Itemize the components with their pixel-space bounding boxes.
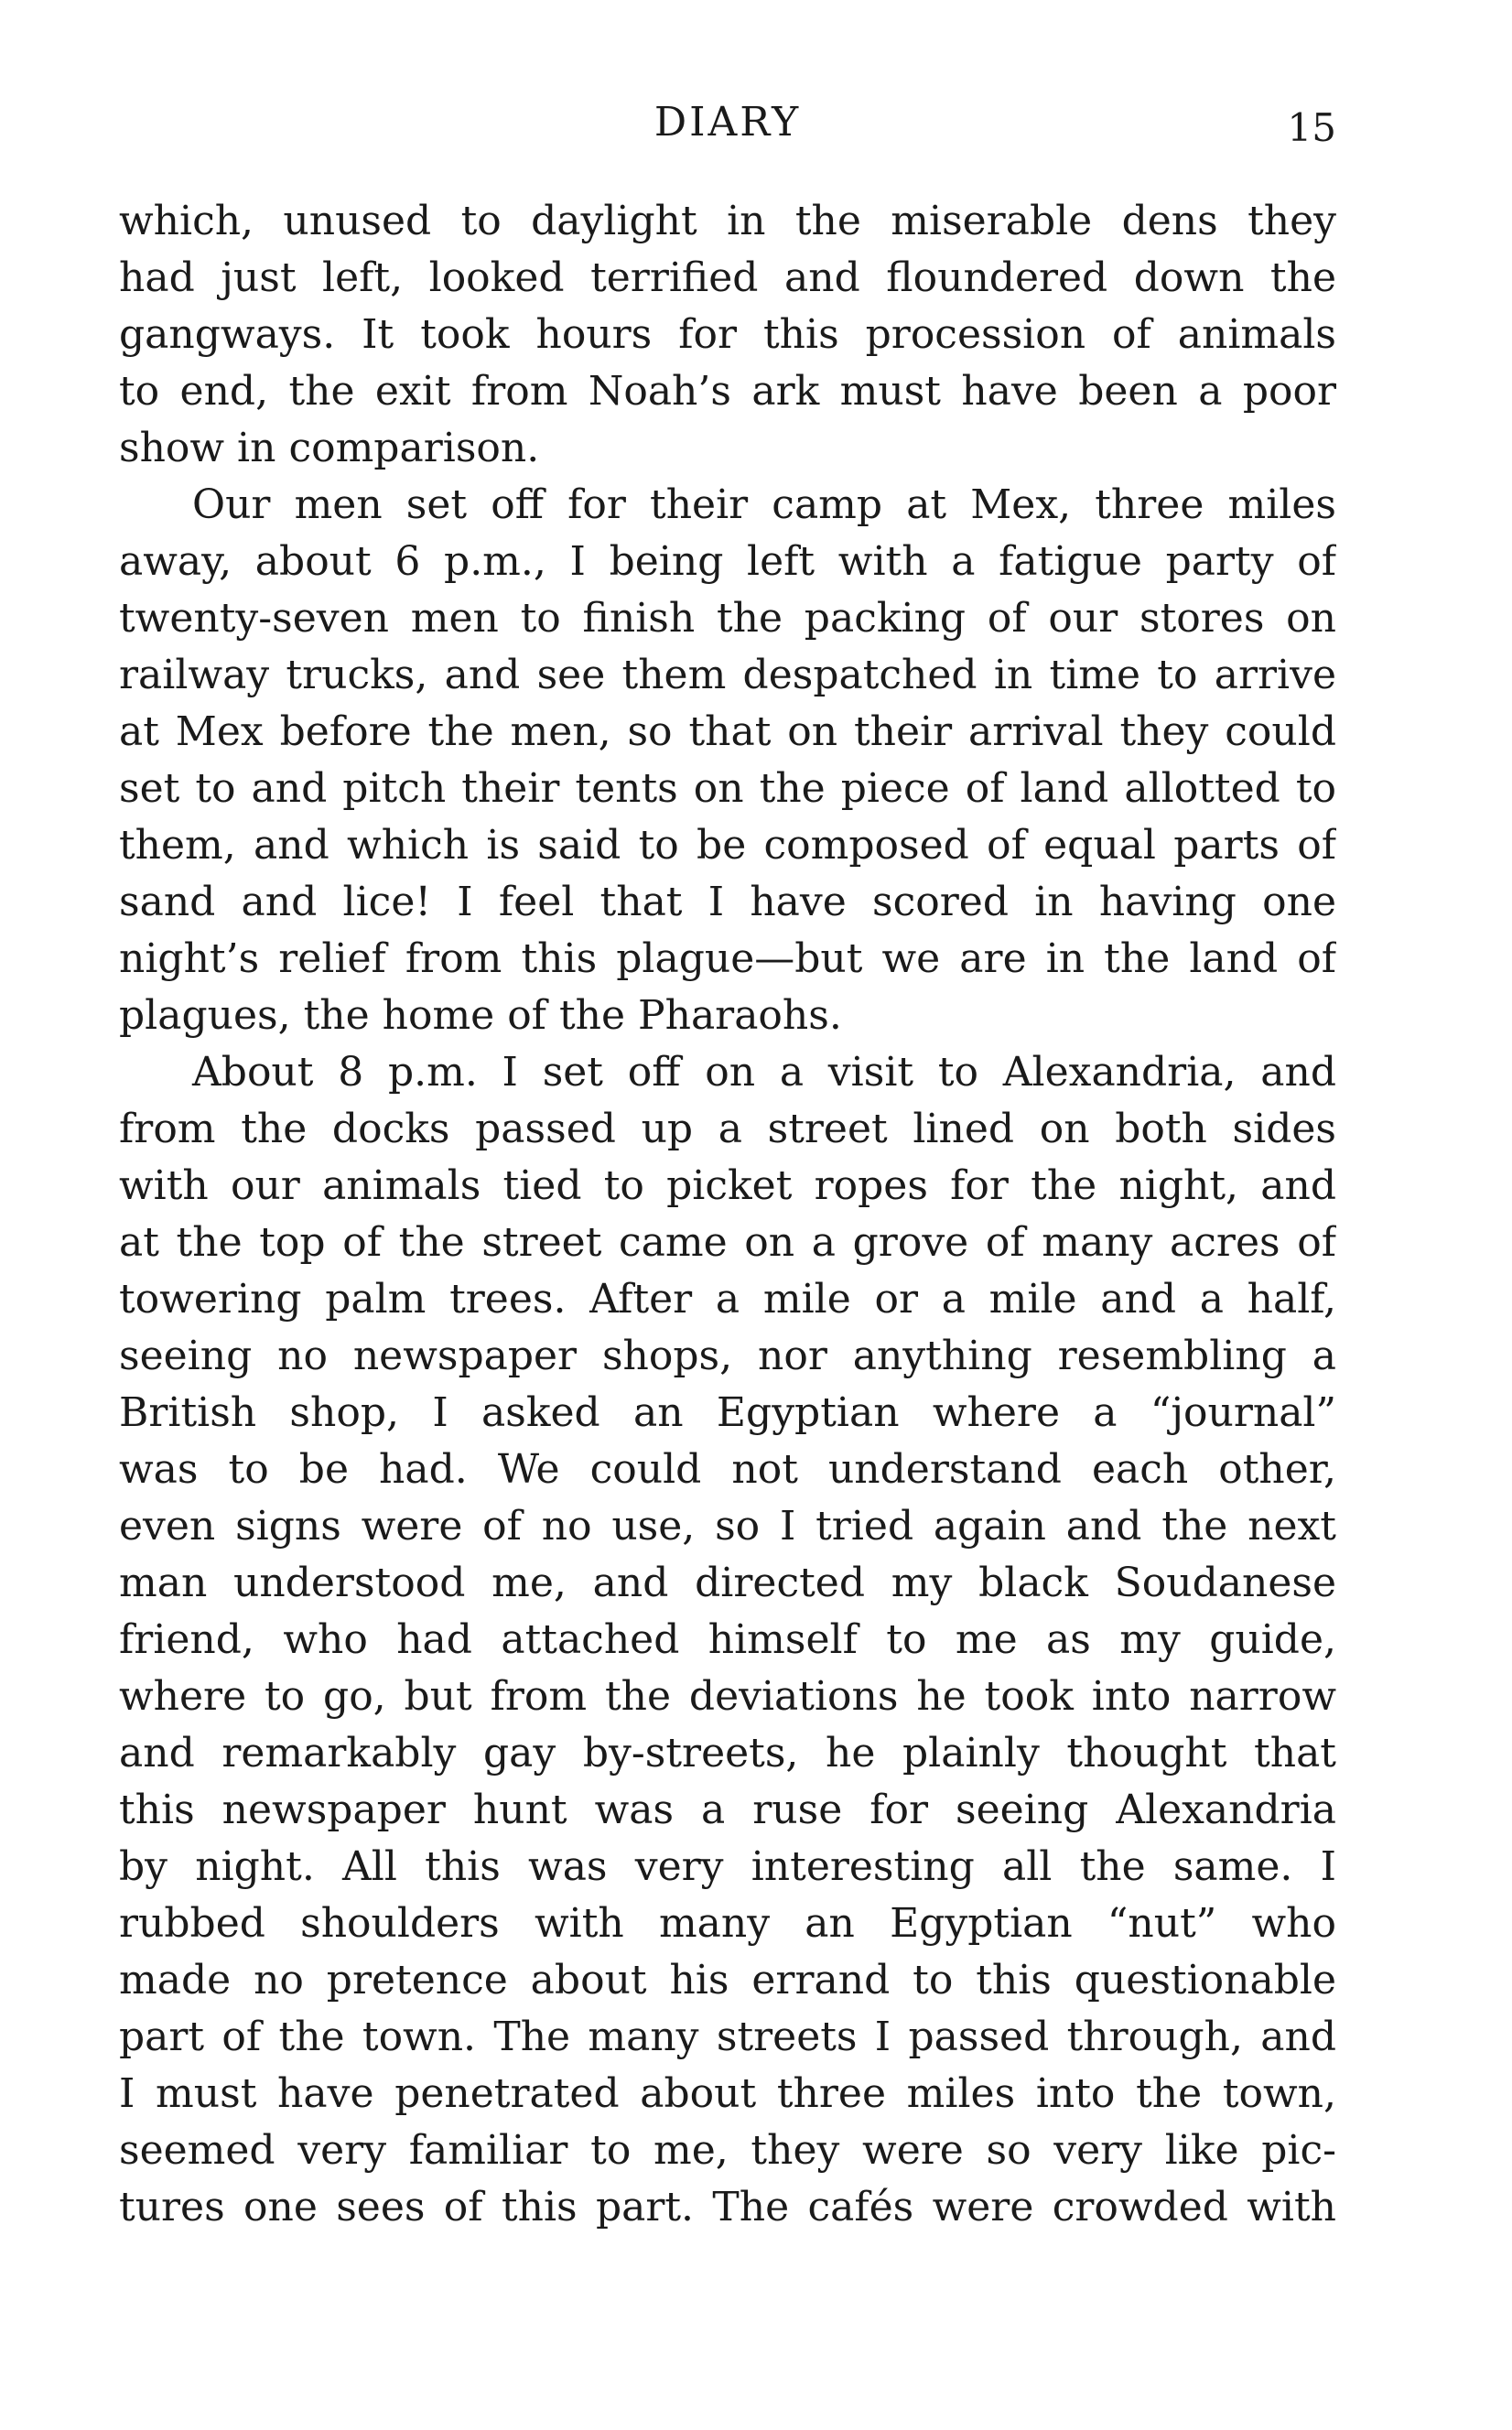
text-line: and remarkably gay by-streets, he plainly thought that: [119, 1730, 1336, 1777]
text-line: British shop, I asked an Egyptian where a “journal”: [119, 1389, 1336, 1436]
running-head: [119, 95, 1336, 150]
text-line: had just left, looked terrified and floundered down the: [119, 254, 1336, 301]
text-line: part of the town. The many streets I passed through, and: [119, 2014, 1336, 2060]
text-line: seemed very familiar to me, they were so very like pic-: [119, 2127, 1336, 2174]
running-title: DIARY: [653, 99, 802, 146]
text-line: plagues, the home of the Pharaohs.: [119, 992, 842, 1039]
text-line: at Mex before the men, so that on their arrival they could: [119, 708, 1336, 755]
text-line: at the top of the street came on a grove of many acres of: [119, 1219, 1336, 1266]
text-line: About 8 p.m. I set off on a visit to Alexandria, and: [192, 1049, 1336, 1096]
text-line: even signs were of no use, so I tried again and the next: [119, 1503, 1336, 1550]
text-line: where to go, but from the deviations he took into narrow: [119, 1673, 1336, 1720]
text-line: to end, the exit from Noah’s ark must have been a poor: [119, 368, 1336, 415]
text-line: which, unused to daylight in the miserable dens they: [119, 198, 1336, 244]
text-line: rubbed shoulders with many an Egyptian “nut” who: [119, 1900, 1336, 1947]
text-line: made no pretence about his errand to this questionable: [119, 1957, 1336, 2003]
text-line: tures one sees of this part. The cafés were crowded with: [119, 2184, 1336, 2230]
text-line: I must have penetrated about three miles into the town,: [119, 2070, 1336, 2117]
text-line: Our men set off for their camp at Mex, three miles: [192, 481, 1336, 528]
text-line: with our animals tied to picket ropes for the night, and: [119, 1162, 1336, 1209]
text-line: by night. All this was very interesting all the same. I: [119, 1843, 1336, 1890]
text-line: railway trucks, and see them despatched in time to arrive: [119, 652, 1336, 698]
text-line: show in comparison.: [119, 425, 540, 471]
text-line: night’s relief from this plague—but we are in the land of: [119, 935, 1336, 982]
body-text: [119, 193, 1336, 2236]
text-line: sand and lice! I feel that I have scored in having one: [119, 879, 1336, 925]
text-line: from the docks passed up a street lined on both sides: [119, 1106, 1336, 1152]
text-line: friend, who had attached himself to me as my guide,: [119, 1616, 1336, 1663]
text-line: was to be had. We could not understand each other,: [119, 1446, 1336, 1493]
text-line: them, and which is said to be composed of equal parts of: [119, 822, 1336, 869]
text-line: twenty-seven men to finish the packing of our stores on: [119, 595, 1336, 642]
page-number: 15: [1287, 105, 1336, 150]
text-line: man understood me, and directed my black Soudanese: [119, 1560, 1336, 1606]
text-line: this newspaper hunt was a ruse for seeing Alexandria: [119, 1787, 1336, 1833]
text-line: towering palm trees. After a mile or a mile and a half,: [119, 1276, 1336, 1323]
text-line: set to and pitch their tents on the piece of land allotted to: [119, 765, 1336, 812]
text-line: away, about 6 p.m., I being left with a fatigue party of: [119, 538, 1336, 585]
text-line: seeing no newspaper shops, nor anything resembling a: [119, 1333, 1336, 1379]
text-line: gangways. It took hours for this procession of animals: [119, 311, 1336, 358]
